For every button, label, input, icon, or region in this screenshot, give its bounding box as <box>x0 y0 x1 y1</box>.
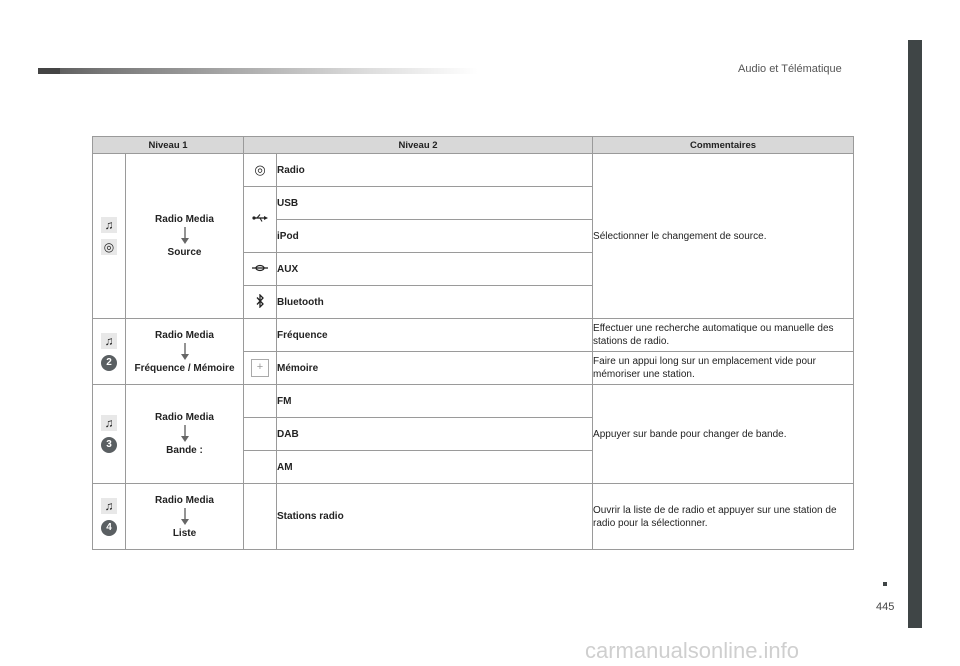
level2-ipod: iPod <box>277 220 593 253</box>
level2-icon-cell <box>244 253 277 286</box>
level2-icon-cell <box>244 187 277 253</box>
level2-icon-cell <box>244 418 277 451</box>
level2-station-list: Stations radio <box>277 484 593 550</box>
arrow-down-icon <box>180 425 190 443</box>
arrow-down-icon <box>180 227 190 245</box>
radio-icon: ◎ <box>101 239 117 255</box>
level2-icon-cell <box>244 352 277 385</box>
comment-list: Ouvrir la liste de de radio et appuyer sur une station de radio pour la sélectionner. <box>593 484 854 550</box>
bluetooth-icon <box>256 294 264 308</box>
level1-label: Radio Media <box>155 494 214 506</box>
col-header-level1: Niveau 1 <box>93 137 244 154</box>
comment-source: Sélectionner le changement de source. <box>593 154 854 319</box>
level1-label: Radio Media <box>155 412 214 423</box>
music-note-icon: ♫ <box>101 333 117 349</box>
level2-am: AM <box>277 451 593 484</box>
page-number: 445 <box>876 601 895 613</box>
arrow-down-icon <box>180 343 190 361</box>
level2-icon-cell <box>244 286 277 319</box>
level1-label: Radio Media <box>155 214 214 225</box>
level1-list <box>126 484 244 550</box>
side-band <box>908 40 922 628</box>
level1-icons-source <box>93 154 126 319</box>
radio-icon: ◎ <box>254 162 266 177</box>
col-header-level2: Niveau 2 <box>244 137 593 154</box>
menu-table <box>92 136 854 550</box>
page-header-title: Audio et Télématique <box>738 63 842 75</box>
level1-band <box>126 385 244 484</box>
level1-icons-list <box>93 484 126 550</box>
comment-memory: Faire un appui long sur un emplacement vide pour mémoriser une station. <box>593 352 854 385</box>
table-row <box>93 385 854 418</box>
level1-label: Radio Media <box>155 329 214 341</box>
level2-dab: DAB <box>277 418 593 451</box>
music-note-icon: ♫ <box>101 217 117 233</box>
col-header-comments: Commentaires <box>593 137 854 154</box>
level2-memory: Mémoire <box>277 352 593 385</box>
level2-icon-cell <box>244 451 277 484</box>
level1-icons-band <box>93 385 126 484</box>
number-badge: 4 <box>101 520 117 536</box>
page-marker <box>883 582 887 586</box>
level2-icon-cell <box>244 154 277 187</box>
table-header-row <box>93 137 854 154</box>
table-row <box>93 319 854 352</box>
level2-icon-cell <box>244 385 277 418</box>
level2-aux: AUX <box>277 253 593 286</box>
number-badge: 2 <box>101 355 117 371</box>
aux-icon <box>252 264 268 272</box>
comment-band: Appuyer sur bande pour changer de bande. <box>593 385 854 484</box>
level2-usb: USB <box>277 187 593 220</box>
level1-sublabel: Bande : <box>166 445 203 456</box>
level1-source <box>126 154 244 319</box>
music-note-icon: ♫ <box>101 498 117 514</box>
header-gradient-bar <box>38 68 478 74</box>
table-row <box>93 484 854 550</box>
level2-icon-cell <box>244 484 277 550</box>
level2-fm: FM <box>277 385 593 418</box>
number-badge: 3 <box>101 437 117 453</box>
level2-radio: Radio <box>277 154 593 187</box>
music-note-icon: ♫ <box>101 415 117 431</box>
level1-icons-frequency <box>93 319 126 385</box>
level1-sublabel: Liste <box>172 527 197 539</box>
memory-plus-icon: + <box>251 359 269 377</box>
level1-sublabel: Source <box>167 247 202 258</box>
level1-frequency <box>126 319 244 385</box>
arrow-down-icon <box>180 508 190 526</box>
level1-sublabel: Fréquence / Mémoire <box>134 362 235 374</box>
table-row <box>93 154 854 187</box>
level2-frequency: Fréquence <box>277 319 593 352</box>
level2-icon-cell <box>244 319 277 352</box>
comment-frequency: Effectuer une recherche automatique ou manuelle des stations de radio. <box>593 319 854 352</box>
level2-bluetooth: Bluetooth <box>277 286 593 319</box>
usb-icon <box>252 213 268 223</box>
watermark: carmanualsonline.info <box>585 638 800 663</box>
